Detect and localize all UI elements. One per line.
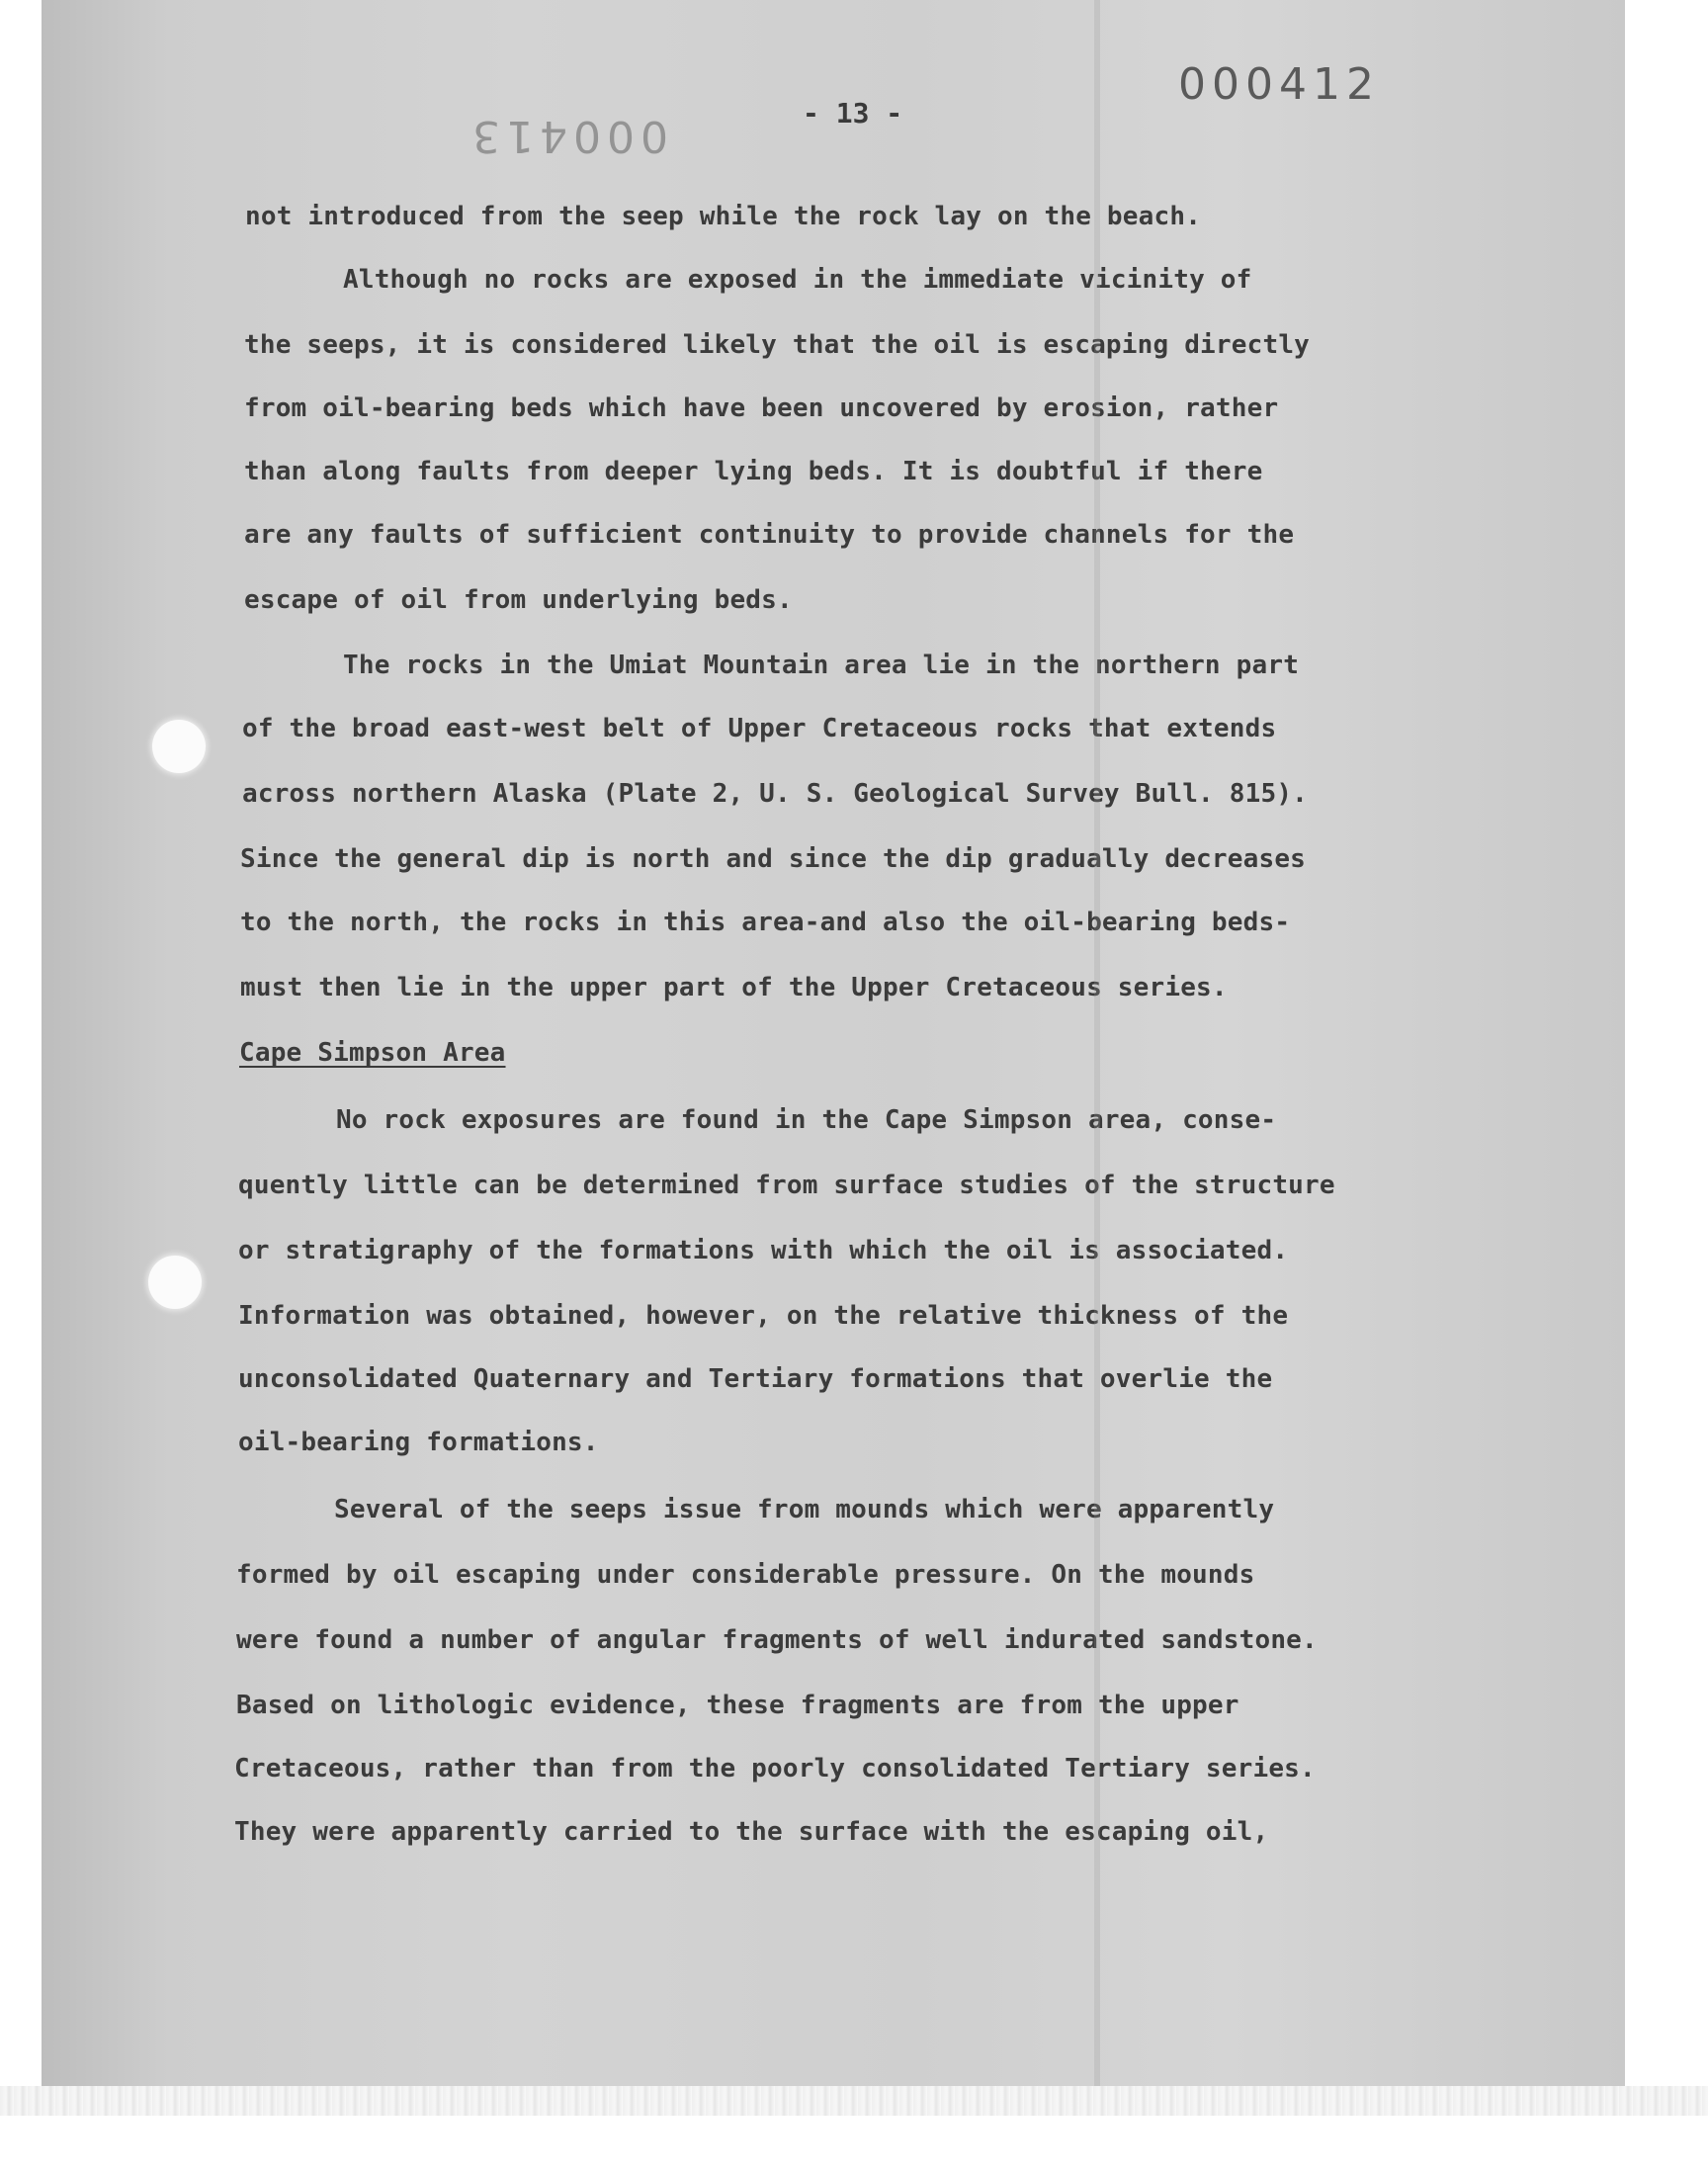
text-line: the seeps, it is considered likely that the oil is escaping directly xyxy=(244,330,1311,360)
text-line: not introduced from the seep while the rock lay on the beach. xyxy=(245,202,1202,231)
scan-edge-artifact xyxy=(0,2086,1708,2116)
text-line: than along faults from deeper lying beds. It is doubtful if there xyxy=(244,457,1263,486)
text-line: were found a number of angular fragments of well indurated sandstone. xyxy=(236,1625,1318,1655)
text-line: Information was obtained, however, on the relative thickness of the xyxy=(238,1301,1289,1331)
page-number: - 13 - xyxy=(803,97,903,130)
text-line: or stratigraphy of the formations with which the oil is associated. xyxy=(238,1236,1289,1265)
text-line: Cretaceous, rather than from the poorly consolidated Tertiary series. xyxy=(234,1754,1316,1784)
text-line: They were apparently carried to the surface with the escaping oil, xyxy=(234,1817,1269,1847)
text-line: Since the general dip is north and since the dip gradually decreases xyxy=(240,844,1307,874)
document-number-stamp: 000412 xyxy=(1178,59,1380,110)
text-line: Although no rocks are exposed in the immediate vicinity of xyxy=(343,265,1252,295)
text-line: to the north, the rocks in this area-and also the oil-bearing beds- xyxy=(240,908,1291,937)
text-line: unconsolidated Quaternary and Tertiary formations that overlie the xyxy=(238,1364,1273,1394)
text-line: The rocks in the Umiat Mountain area lie in the northern part xyxy=(343,651,1300,680)
faded-document-number-stamp: 000413 xyxy=(467,111,668,161)
document-page xyxy=(42,0,1625,2086)
text-line: No rock exposures are found in the Cape Simpson area, conse- xyxy=(336,1105,1277,1135)
text-line: must then lie in the upper part of the Upper Cretaceous series. xyxy=(240,973,1228,1002)
punch-hole xyxy=(148,1256,202,1309)
text-line: escape of oil from underlying beds. xyxy=(244,585,793,615)
text-line: of the broad east-west belt of Upper Cretaceous rocks that extends xyxy=(242,714,1277,743)
text-line: across northern Alaska (Plate 2, U. S. Geological Survey Bull. 815). xyxy=(242,779,1309,809)
text-line: Several of the seeps issue from mounds which were apparently xyxy=(334,1495,1275,1524)
text-line: oil-bearing formations. xyxy=(238,1428,599,1457)
section-heading: Cape Simpson Area xyxy=(239,1038,506,1068)
punch-hole xyxy=(152,720,206,773)
text-line: are any faults of sufficient continuity to provide channels for the xyxy=(244,520,1295,550)
text-line: from oil-bearing beds which have been uncovered by erosion, rather xyxy=(244,393,1279,423)
text-line: formed by oil escaping under considerable pressure. On the mounds xyxy=(236,1560,1255,1590)
text-line: Based on lithologic evidence, these fragments are from the upper xyxy=(236,1691,1239,1720)
text-line: quently little can be determined from surface studies of the structure xyxy=(238,1171,1335,1200)
